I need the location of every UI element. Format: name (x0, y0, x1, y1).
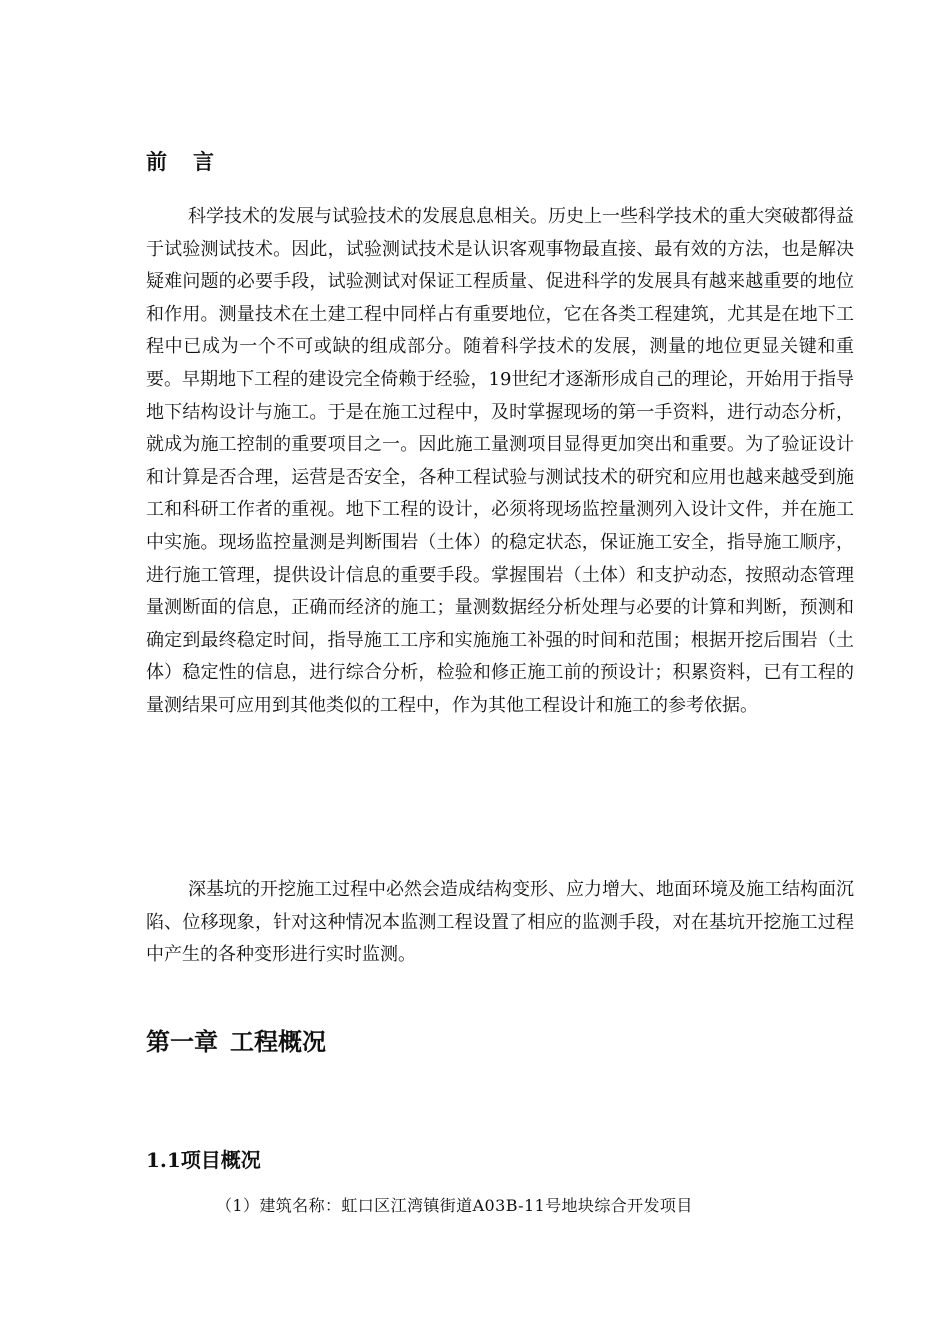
preface-paragraph-1-text: 科学技术的发展与试验技术的发展息息相关。历史上一些科学技术的重大突破都得益于试验测试技术。因此，试验测试技术是认识客观事物最直接、最有效的方法，也是解决疑难问题的必要手段，试验测试对保证工程质量、促进科学的发展具有越来越重要的地位和作用。测量技术在土建工程中同样占有重要地位，它在各类工程建筑，尤其是在地下工程中已成为一个不可或缺的组成部分。随着科学技术的发展，测量的地位更显关键和重要。早期地下工程的建设完全倚赖于经验，19世纪才逐渐形成自己的理论，开始用于指导地下结构设计与施工。于是在施工过程中，及时掌握现场的第一手资料，进行动态分析，就成为施工控制的重要项目之一。因此施工量测项目显得更加突出和重要。为了验证设计和计算是否合理，运营是否安全，各种工程试验与测试技术的研究和应用也越来越受到施工和科研工作者的重视。地下工程的设计，必须将现场监控量测列入设计文件，并在施工中实施。现场监控量测是判断围岩（土体）的稳定状态，保证施工安全，指导施工顺序，进行施工管理，提供设计信息的重要手段。掌握围岩（土体）和支护动态，按照动态管理量测断面的信息，正确而经济的施工；量测数据经分析处理与必要的计算和判断，预测和确定到最终稳定时间，指导施工工序和实施施工补强的时间和范围；根据开挖后围岩（土体）稳定性的信息，进行综合分析，检验和修正施工前的预设计；积累资料，已有工程的量测结果可应用到其他类似的工程中，作为其他工程设计和施工的参考依据。 (146, 206, 854, 716)
chapter-heading (146, 1022, 326, 1057)
preface-paragraph-2-text: 深基坑的开挖施工过程中必然会造成结构变形、应力增大、地面环境及施工结构面沉陷、位移现象，针对这种情况本监测工程设置了相应的监测手段，对在基坑开挖施工过程中产生的各种变形进行实时监测。 (146, 879, 854, 966)
chapter-number: 第一章 (146, 1027, 218, 1056)
preface-paragraph-2 (146, 874, 854, 972)
project-name-item: （1）建筑名称：虹口区江湾镇街道A03B-11号地块综合开发项目 (216, 1196, 693, 1215)
preface-paragraph-1 (146, 201, 854, 723)
preface-heading-part1: 前 (146, 149, 167, 174)
preface-heading-part2: 言 (193, 149, 214, 174)
chapter-name: 工程概况 (230, 1027, 326, 1056)
preface-heading (146, 146, 214, 176)
section-heading: 1.1项目概况 (146, 1148, 261, 1172)
